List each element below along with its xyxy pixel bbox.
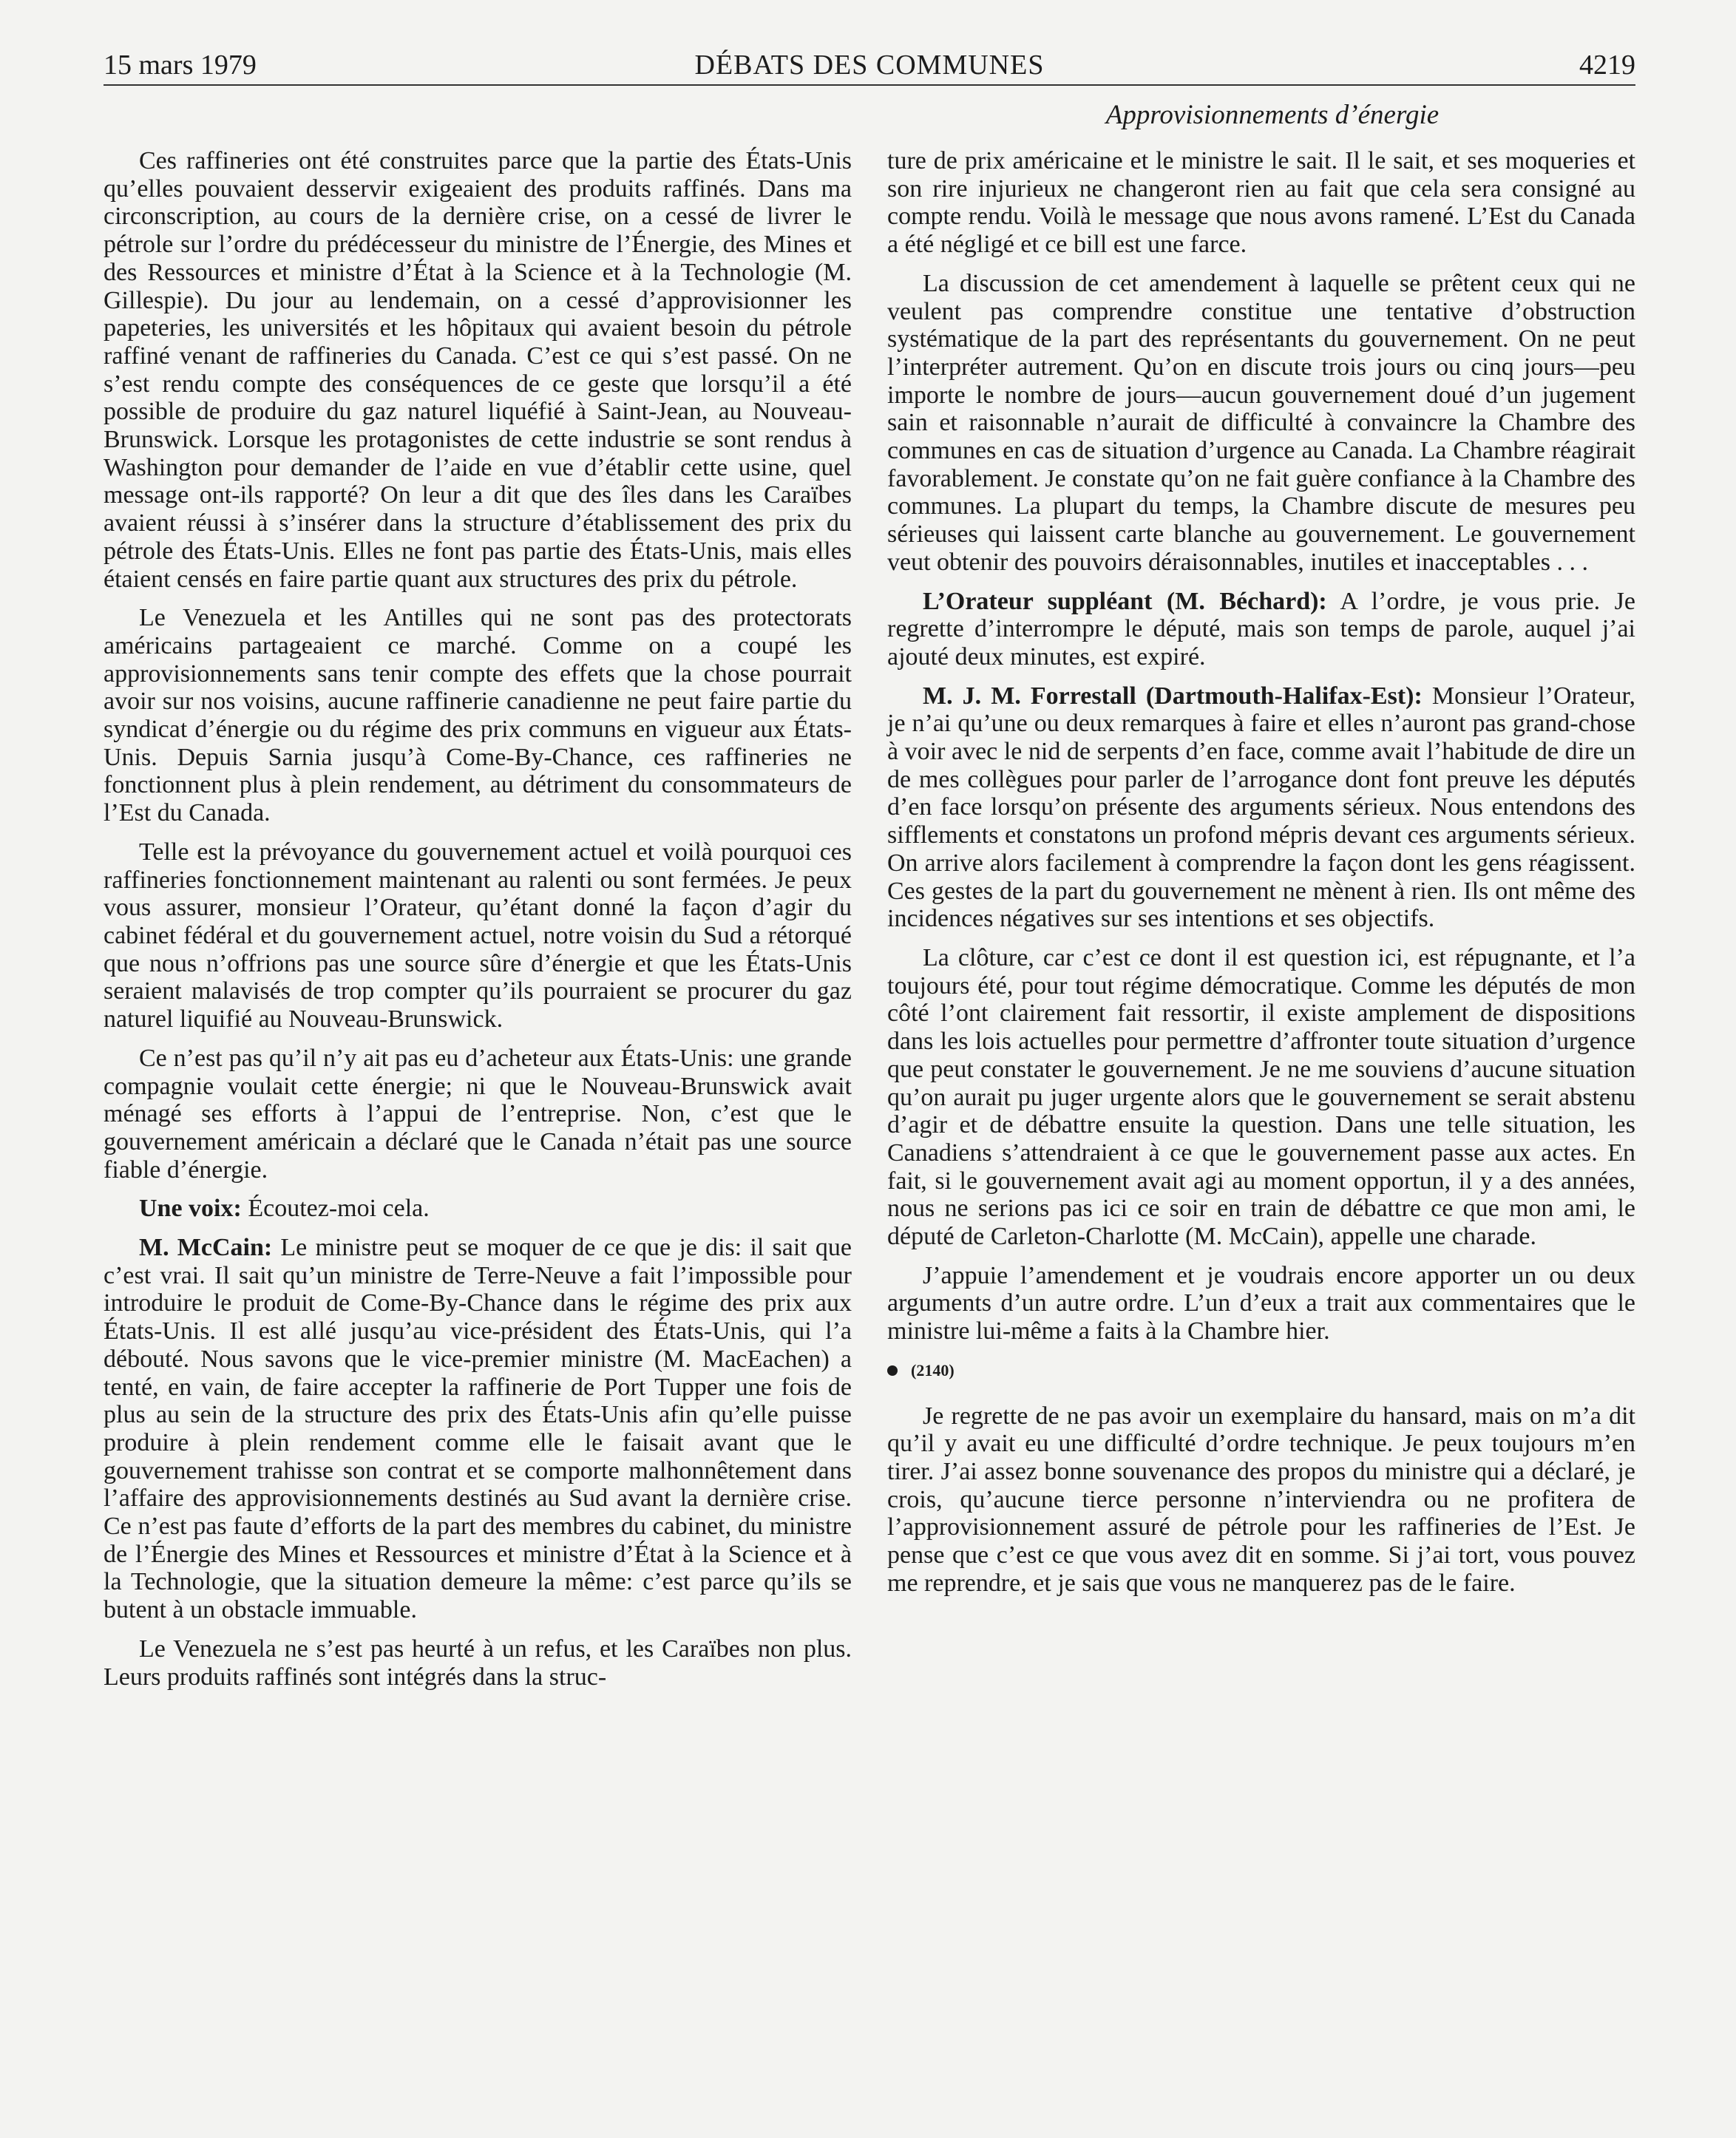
speech-paragraph [104,1234,852,1624]
paragraph: Le Venezuela et les Antilles qui ne sont pas des protectorats américains partageaient ce marché. Comme on a coupé les approvisionnements sans tenir compte des effets que la chose pourrait avoir sur nos voisins, aucune raffinerie canadienne ne peut faire partie du syndicat d’énergie ou du régime des prix communs en vigueur aux États-Unis. Depuis Sarnia jusqu’à Come-By-Chance, ces raffineries ne fonctionnent plus à plein rendement, au détriment du consommateurs de l’Est du Canada. [104,604,852,827]
paragraph: Telle est la prévoyance du gouvernement actuel et voilà pourquoi ces raffineries fonctionnement maintenant au ralenti ou sont fermées. Je peux vous assurer, monsieur l’Orateur, qu’étant donné la façon d’agir du cabinet fédéral et du gouvernement actuel, notre voisin du Sud a rétorqué que nous n’offrions pas une source sûre d’énergie et que les États-Unis seraient malavisés de trop compter qu’ils pourraient se procurer du gaz naturel liquifié au Nouveau-Brunswick. [104,838,852,1034]
paragraph: J’appuie l’amendement et je voudrais encore apporter un ou deux arguments d’un autre ordre. L’un d’eux a trait aux commentaires que le ministre lui-même a faits à la Chambre hier. [887,1261,1635,1345]
speech-text: Le ministre peut se moquer de ce que je dis: il sait que c’est vrai. Il sait qu’un ministre de Terre-Neuve a fait l’impossible pour introduire le produit de Come-By-Chance dans le régime des prix aux États-Unis. Il est allé jusqu’au vice-président des États-Unis, qui l’a débouté. Nous savons que le vice-premier ministre (M. MacEachen) a tenté, en vain, de faire accepter la raffinerie de Port Tupper une fois de plus au sein de la structure des prix des États-Unis afin qu’elle puisse produire à plein rendement comme elle le faisait avant que le gouvernement trahisse son contrat et se comporte malhonnêtement dans l’affaire des approvisionnements destinés au Sud avant la dernière crise. Ce n’est pas faute d’efforts de la part des membres du cabinet, du ministre de l’Énergie des Mines et Ressources et ministre d’État à la Science et à la Technologie, que la situation demeure la même: c’est parce qu’ils se butent à un obstacle immuable. [104,1234,852,1624]
subject-heading: Approvisionnements d’énergie [1105,100,1440,130]
paragraph: Le Venezuela ne s’est pas heurté à un refus, et les Caraïbes non plus. Leurs produits raffinés sont intégrés dans la struc- [104,1635,852,1691]
header-date: 15 mars 1979 [104,50,257,81]
speech-paragraph [887,588,1635,671]
speech-text: A l’ordre, je vous prie. Je regrette d’interrompre le député, mais son temps de parole, auquel j’ai ajouté deux minutes, est expiré. [887,587,1635,671]
time-marker-label: (2140) [911,1360,955,1379]
speech-paragraph [104,1195,852,1223]
speaker-name: Une voix: [139,1195,242,1223]
paragraph: ture de prix américaine et le ministre le sait. Il le sait, et ses moqueries et son rire injurieux ne changeront rien au fait que cela sera consigné au compte rendu. Voilà le message que nous avons ramené. L’Est du Canada a été négligé et ce bill est une farce. [887,147,1635,259]
speech-paragraph [887,682,1635,933]
right-column [887,147,1635,1608]
speaker-name: L’Orateur suppléant (M. Béchard): [923,587,1327,615]
speaker-name: M. J. M. Forrestall (Dartmouth-Halifax-Est): [923,682,1423,710]
header-title: DÉBATS DES COMMUNES [694,50,1045,81]
speech-text: Monsieur l’Orateur, je n’ai qu’une ou deux remarques à faire et elles n’auront pas grand-chose à voir avec le nid de serpents d’en face, comme avait l’habitude de dire un de mes collègues pour parler de l’arrogance dont font preuve les députés d’en face lorsqu’on présente des arguments sérieux. Nous entendons des sifflements et constatons un profond mépris devant ces arguments sérieux. On arrive alors facilement à comprendre la façon dont les gens réagissent. Ces gestes de la part du gouvernement ne mènent à rien. Ils ont même des incidences négatives sur ses intentions et ses objectifs. [887,682,1635,933]
speech-text: Écoutez-moi cela. [248,1195,430,1223]
paragraph: Je regrette de ne pas avoir un exemplaire du hansard, mais on m’a dit qu’il y avait eu une difficulté d’ordre technique. Je peux toujours m’en tirer. J’ai assez bonne souvenance des propos du ministre qui a déclaré, je crois, qu’aucune tierce personne n’interviendra ou ne profitera de l’approvisionnement assuré de pétrole pour les raffineries de l’Est. Je pense que c’est ce que vous avez dit en somme. Si j’ai tort, vous pouvez me reprendre, et je sais que vous ne manquerez pas de le faire. [887,1402,1635,1597]
page-number: 4219 [1579,50,1635,81]
paragraph: Ces raffineries ont été construites parce que la partie des États-Unis qu’elles pouvaient desservir exigeaient des produits raffinés. Dans ma circonscription, au cours de la dernière crise, on a cessé de livrer le pétrole sur l’ordre du prédécesseur du ministre de l’Énergie, des Mines et des Ressources et ministre d’État à la Science et à la Technologie (M. Gillespie). Du jour au lendemain, on a cessé d’approvisionner les papeteries, les universités et les hôpitaux qui avaient besoin du pétrole raffiné venant de raffineries du Canada. C’est ce qui s’est passé. On ne s’est rendu compte des conséquences de ce geste que lorsqu’il a été possible de produire du gaz naturel liquéfié à Saint-Jean, au Nouveau-Brunswick. Lorsque les protagonistes de cette industrie se sont rendus à Washington pour demander de l’aide en vue d’établir cette usine, quel message ont-ils rapporté? On leur a dit que des îles dans les Caraïbes avaient réussi à s’insérer dans la structure d’établissement des prix du pétrole des États-Unis. Elles ne font pas partie des États-Unis, mais elles étaient censés en faire partie quant aux structures des prix du pétrole. [104,147,852,593]
time-marker [887,1357,1635,1385]
bullet-icon [887,1365,898,1376]
paragraph: Ce n’est pas qu’il n’y ait pas eu d’acheteur aux États-Unis: une grande compagnie voulait cette énergie; ni que le Nouveau-Brunswick avait ménagé ses efforts à l’appui de l’entreprise. Non, c’est que le gouvernement américain a déclaré que le Canada n’était pas une source fiable d’énergie. [104,1044,852,1184]
speaker-name: M. McCain: [139,1234,273,1262]
page-header [104,46,1635,86]
left-column [104,147,852,1702]
paragraph: La discussion de cet amendement à laquelle se prêtent ceux qui ne veulent pas comprendre constitue une tentative d’obstruction systématique de la part des représentants du gouvernement. On ne peut l’interpréter autrement. Qu’on en discute trois jours ou cinq jours—peu importe le nombre de jours—aucun gouvernement doué d’un jugement sain et raisonnable n’aurait de difficulté à convaincre la Chambre des communes en cas de situation d’urgence au Canada. La Chambre réagirait favorablement. Je constate qu’on ne fait guère confiance à la Chambre des communes. La plupart du temps, la Chambre discute de mesures peu sérieuses qui laissent carte blanche au gouvernement. Le gouvernement veut obtenir des pouvoirs déraisonnables, inutiles et inacceptables . . . [887,269,1635,576]
paragraph: La clôture, car c’est ce dont il est question ici, est répugnante, et l’a toujours été, pour tout régime démocratique. Comme les députés de mon côté l’ont clairement fait ressortir, il existe amplement de dispositions dans les lois actuelles pour permettre d’affronter toute situation d’urgence que peut constater le gouvernement. Je ne me souviens d’aucune situation qu’on aurait pu juger urgente alors que le gouvernement se serait abstenu d’agir et de débattre ensuite la question. Dans une telle situation, les Canadiens s’attendraient à ce que le gouvernement passe aux actes. En fait, si le gouvernement avait agi au moment opportun, il y a des années, nous ne serions pas ici ce soir en train de débattre ce que mon ami, le député de Carleton-Charlotte (M. McCain), appelle une charade. [887,943,1635,1251]
